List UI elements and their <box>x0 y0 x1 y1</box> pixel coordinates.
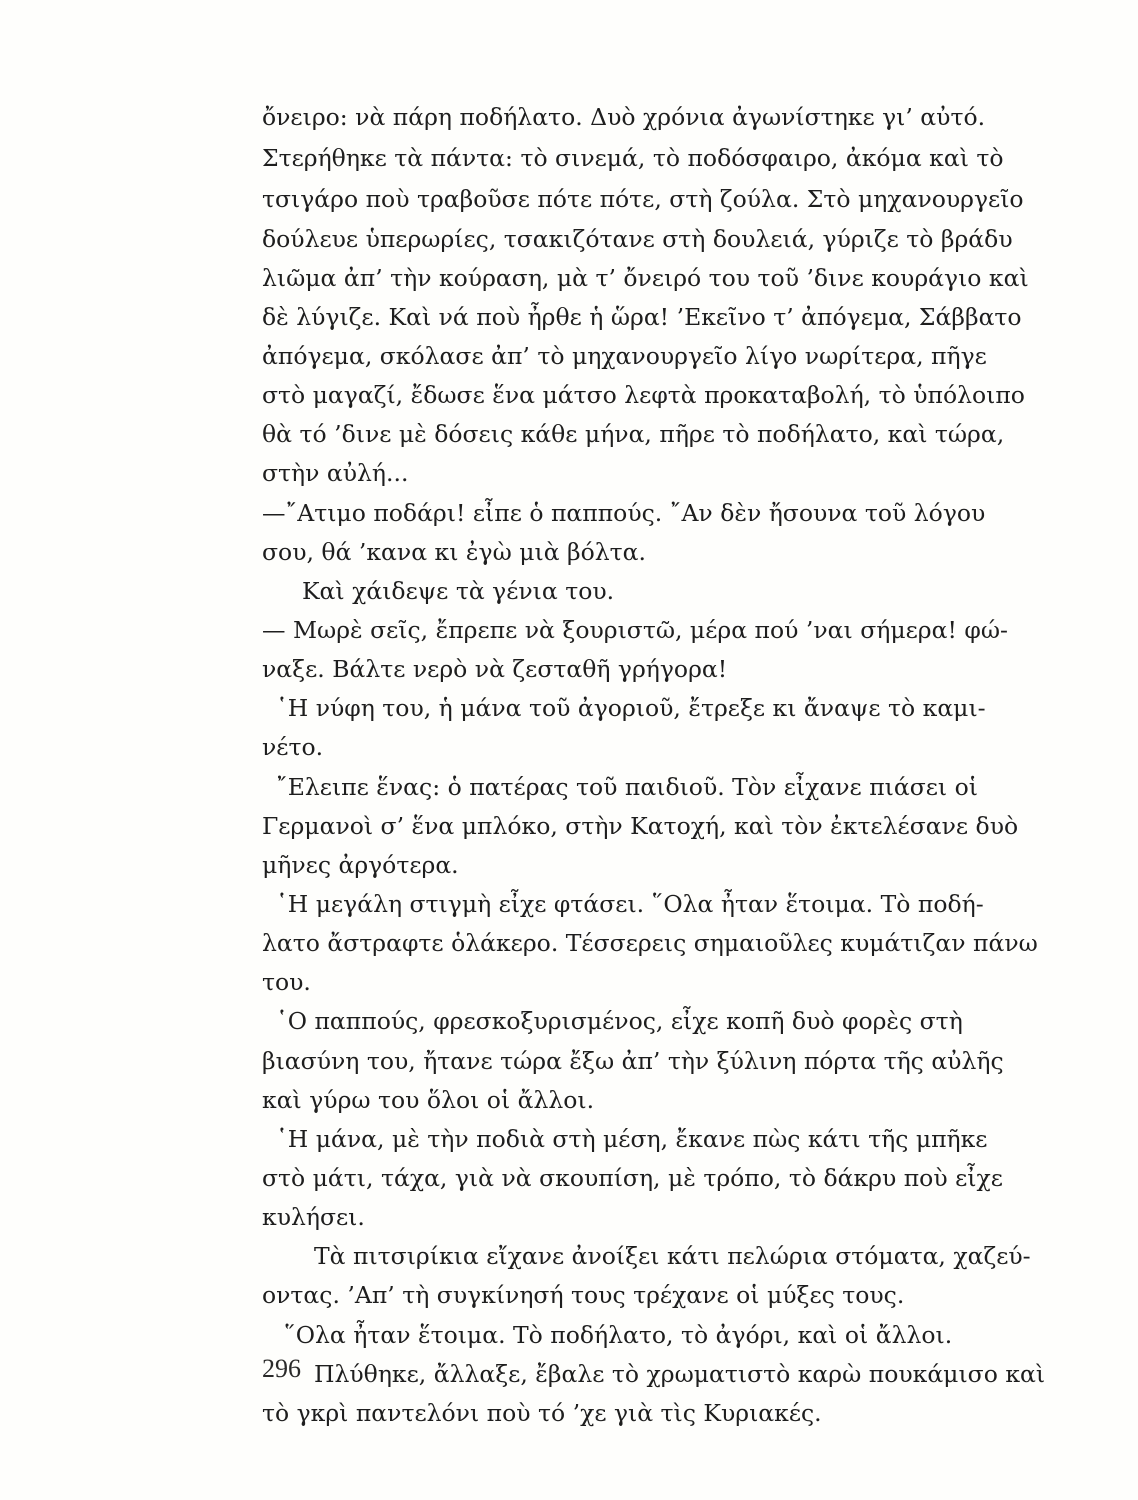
text-line: μῆνες ἀργότερα. <box>262 851 459 879</box>
text-line: του. <box>262 968 311 996</box>
paragraph-start: ῾Η νύφη του, ἡ μάνα τοῦ ἀγοριοῦ, ἔτρεξε κι ἄναψε τὸ καμι- <box>276 694 986 722</box>
paragraph-start: ῾Η μάνα, μὲ τὴν ποδιὰ στὴ μέση, ἔκανε πὼς κάτι τῆς μπῆκε <box>276 1125 988 1153</box>
text-line: βιασύνη του, ἤτανε τώρα ἔξω ἀπ’ τὴν ξύλινη πόρτα τῆς αὐλῆς <box>262 1047 1004 1075</box>
text-line: στὸ μαγαζί, ἔδωσε ἕνα μάτσο λεφτὰ προκαταβολή, τὸ ὑπόλοιπο <box>262 381 1025 409</box>
text-line: Γερμανοὶ σ’ ἕνα μπλόκο, στὴν Κατοχή, καὶ τὸν ἐκτελέσανε δυὸ <box>262 812 1019 840</box>
paragraph-start: ῎Ελειπε ἕνας: ὁ πατέρας τοῦ παιδιοῦ. Τὸν εἶχανε πιάσει οἱ <box>276 773 978 801</box>
text-line: τὸ γκρὶ παντελόνι ποὺ τό ’χε γιὰ τὶς Κυριακές. <box>262 1399 822 1427</box>
dialogue-line: —῎Ατιμο ποδάρι! εἶπε ὁ παππούς. ῎Αν δὲν ἤσουνα τοῦ λόγου <box>262 499 986 527</box>
text-line: στὴν αὐλή... <box>262 459 409 487</box>
paragraph-start: Τὰ πιτσιρίκια εἴχανε ἀνοίξει κάτι πελώρια στόματα, χαζεύ- <box>314 1242 1031 1270</box>
text-line: ναξε. Βάλτε νερὸ νὰ ζεσταθῆ γρήγορα! <box>262 655 728 683</box>
text-line: κυλήσει. <box>262 1203 365 1231</box>
paragraph-start: Καὶ χάιδεψε τὰ γένια του. <box>302 577 615 605</box>
text-line: τσιγάρο ποὺ τραβοῦσε πότε πότε, στὴ ζούλα. Στὸ μηχανουργεῖο <box>262 185 1024 213</box>
text-line: ἀπόγεμα, σκόλασε ἀπ’ τὸ μηχανουργεῖο λίγο νωρίτερα, πῆγε <box>262 342 987 370</box>
paragraph-start: Πλύθηκε, ἄλλαξε, ἔβαλε τὸ χρωματιστὸ καρὼ πουκάμισο καὶ <box>314 1360 1046 1388</box>
text-line: στὸ μάτι, τάχα, γιὰ νὰ σκουπίση, μὲ τρόπο, τὸ δάκρυ ποὺ εἶχε <box>262 1164 1003 1192</box>
text-line: οντας. ’Απ’ τὴ συγκίνησή τους τρέχανε οἱ μύξες τους. <box>262 1281 905 1309</box>
page-number: 296 <box>262 1354 301 1383</box>
text-line: νέτο. <box>262 733 324 761</box>
dialogue-line: — Μωρὲ σεῖς, ἔπρεπε νὰ ξουριστῶ, μέρα πού ’ναι σήμερα! φώ- <box>262 616 1008 644</box>
text-line: θὰ τό ’δινε μὲ δόσεις κάθε μήνα, πῆρε τὸ ποδήλατο, καὶ τώρα, <box>262 420 1005 448</box>
text-line: δὲ λύγιζε. Καὶ νά ποὺ ἦρθε ἡ ὥρα! ’Εκεῖνο τ’ ἀπόγεμα, Σάββατο <box>262 303 1022 331</box>
text-line: δούλευε ὑπερωρίες, τσακιζότανε στὴ δουλειά, γύριζε τὸ βράδυ <box>262 225 1013 253</box>
paragraph-start: ῾Ο παππούς, φρεσκοξυρισμένος, εἶχε κοπῆ δυὸ φορὲς στὴ <box>276 1007 963 1035</box>
text-line: ὄνειρο: νὰ πάρη ποδήλατο. Δυὸ χρόνια ἀγωνίστηκε γι’ αὐτό. <box>262 103 986 131</box>
text-line: σου, θά ’κανα κι ἐγὼ μιὰ βόλτα. <box>262 538 647 566</box>
text-line: λατο ἄστραφτε ὁλάκερο. Τέσσερεις σημαιοῦλες κυμάτιζαν πάνω <box>262 929 1038 957</box>
paragraph-start: ῾Η μεγάλη στιγμὴ εἶχε φτάσει. ῞Ολα ἦταν ἕτοιμα. Τὸ ποδή- <box>276 890 984 918</box>
paragraph-start: ῞Ολα ἦταν ἕτοιμα. Τὸ ποδήλατο, τὸ ἀγόρι, καὶ οἱ ἄλλοι. <box>284 1321 953 1349</box>
text-line: καὶ γύρω του ὅλοι οἱ ἄλλοι. <box>262 1086 595 1114</box>
text-line: Στερήθηκε τὰ πάντα: τὸ σινεμά, τὸ ποδόσφαιρο, ἀκόμα καὶ τὸ <box>262 144 1004 172</box>
text-line: λιῶμα ἀπ’ τὴν κούραση, μὰ τ’ ὄνειρό του τοῦ ’δινε κουράγιο καὶ <box>262 264 1029 292</box>
